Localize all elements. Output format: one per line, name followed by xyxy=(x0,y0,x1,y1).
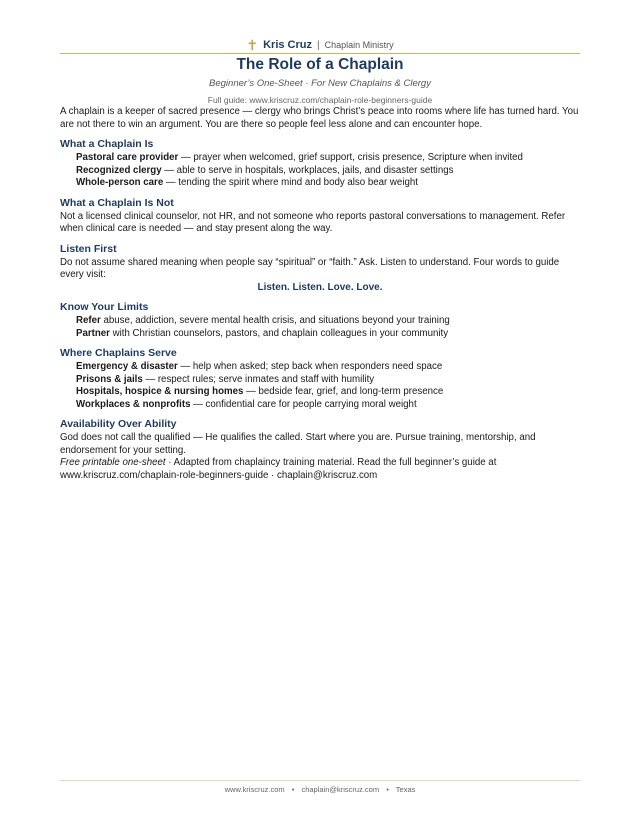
list-item xyxy=(76,165,580,178)
section-heading: Where Chaplains Serve xyxy=(60,347,177,359)
motto: Listen. Listen. Love. Love. xyxy=(257,281,383,293)
section-heading: What a Chaplain Is xyxy=(60,138,154,150)
list-item xyxy=(76,386,580,399)
section-body: God does not call the qualified — He qualifies the called. Start where you are. Pursue training, mentorship, and endorsement for your setting. xyxy=(60,432,536,456)
page-footer xyxy=(60,785,580,794)
brand-name: Kris Cruz xyxy=(263,39,312,51)
brand-tagline: Chaplain Ministry xyxy=(324,40,394,50)
footer-bullet: • xyxy=(291,785,295,794)
section-where-serve xyxy=(60,346,580,411)
item-text: — prayer when welcomed, grief support, crisis presence, Scripture when invited xyxy=(178,152,523,163)
page-subtitle: Beginner’s One-Sheet · For New Chaplains & Clergy xyxy=(209,78,431,89)
header-rule xyxy=(60,53,580,54)
item-list xyxy=(60,315,580,340)
item-term: Prisons & jails xyxy=(76,373,143,385)
section-listen-first xyxy=(60,242,580,295)
note-text: · Adapted from chaplaincy training material. Read the full beginner’s guide at www.kriscruz.com/chaplain-role-beginners-guide · chaplain@kriscruz.com xyxy=(60,457,497,481)
item-text: with Christian counselors, pastors, and chaplain colleagues in your community xyxy=(109,327,449,339)
list-item xyxy=(76,374,580,387)
item-text: — confidential care for people carrying moral weight xyxy=(190,398,417,410)
list-item xyxy=(76,315,580,328)
section-availability xyxy=(60,417,580,482)
list-item xyxy=(76,177,580,190)
item-text: — able to serve in hospitals, workplaces, jails, and disaster settings xyxy=(161,164,454,176)
item-text: — tending the spirit where mind and body also bear weight xyxy=(163,177,418,188)
section-body: Do not assume shared meaning when people say “spiritual” or “faith.” Ask. Listen to understand. Four words to guide every visit: xyxy=(60,256,560,280)
item-text: — bedside fear, grief, and long-term presence xyxy=(243,386,444,397)
section-heading: Listen First xyxy=(60,242,117,255)
item-term: Workplaces & nonprofits xyxy=(76,398,191,410)
section-know-limits xyxy=(60,300,580,340)
page-header xyxy=(60,36,580,54)
list-item xyxy=(76,361,580,374)
item-text: abuse, addiction, severe mental health crisis, and situations beyond your training xyxy=(100,315,450,326)
section-what-is-not xyxy=(60,196,580,236)
item-term: Refer xyxy=(76,315,101,326)
item-term: Emergency & disaster xyxy=(76,361,178,372)
item-term: Recognized clergy xyxy=(76,164,162,176)
cross-icon: ✝ xyxy=(246,37,259,53)
item-term: Hospitals, hospice & nursing homes xyxy=(76,386,244,397)
footer-location: Texas xyxy=(395,785,416,794)
item-text: — respect rules; serve inmates and staff with humility xyxy=(142,373,375,385)
item-text: — help when asked; step back when responders need space xyxy=(177,361,443,372)
footer-rule xyxy=(60,780,580,781)
item-list xyxy=(60,361,580,411)
item-list xyxy=(60,152,580,190)
guide-link[interactable]: Full guide: www.kriscruz.com/chaplain-role-beginners-guide xyxy=(207,95,433,105)
item-term: Partner xyxy=(76,327,110,339)
item-term: Whole-person care xyxy=(76,177,164,188)
footer-email-link[interactable]: chaplain@kriscruz.com xyxy=(301,785,380,794)
section-heading: Know Your Limits xyxy=(60,301,149,313)
header-separator: | xyxy=(317,39,320,51)
intro-paragraph: A chaplain is a keeper of sacred presence — clergy who brings Christ’s peace into rooms where life has turned hard. You are not there to win an argument. You are there so people feel less alone and can encounter hope. xyxy=(60,106,579,130)
section-body: Not a licensed clinical counselor, not HR, and not someone who reports pastoral conversations to management. Refer when clinical care is needed — and stay present along the way. xyxy=(60,210,566,234)
main-content xyxy=(60,106,580,482)
footer-bullet: • xyxy=(386,785,389,794)
section-what-is xyxy=(60,137,580,190)
list-item xyxy=(76,328,580,341)
item-term: Pastoral care provider xyxy=(76,152,179,163)
section-heading: Availability Over Ability xyxy=(60,418,177,430)
note-italic: Free printable one-sheet xyxy=(60,457,166,468)
closing-note xyxy=(60,457,580,482)
section-heading: What a Chaplain Is Not xyxy=(60,196,174,209)
page-title: The Role of a Chaplain xyxy=(236,56,404,73)
footer-site-link[interactable]: www.kriscruz.com xyxy=(224,785,285,794)
list-item xyxy=(76,399,580,412)
list-item xyxy=(76,152,580,165)
